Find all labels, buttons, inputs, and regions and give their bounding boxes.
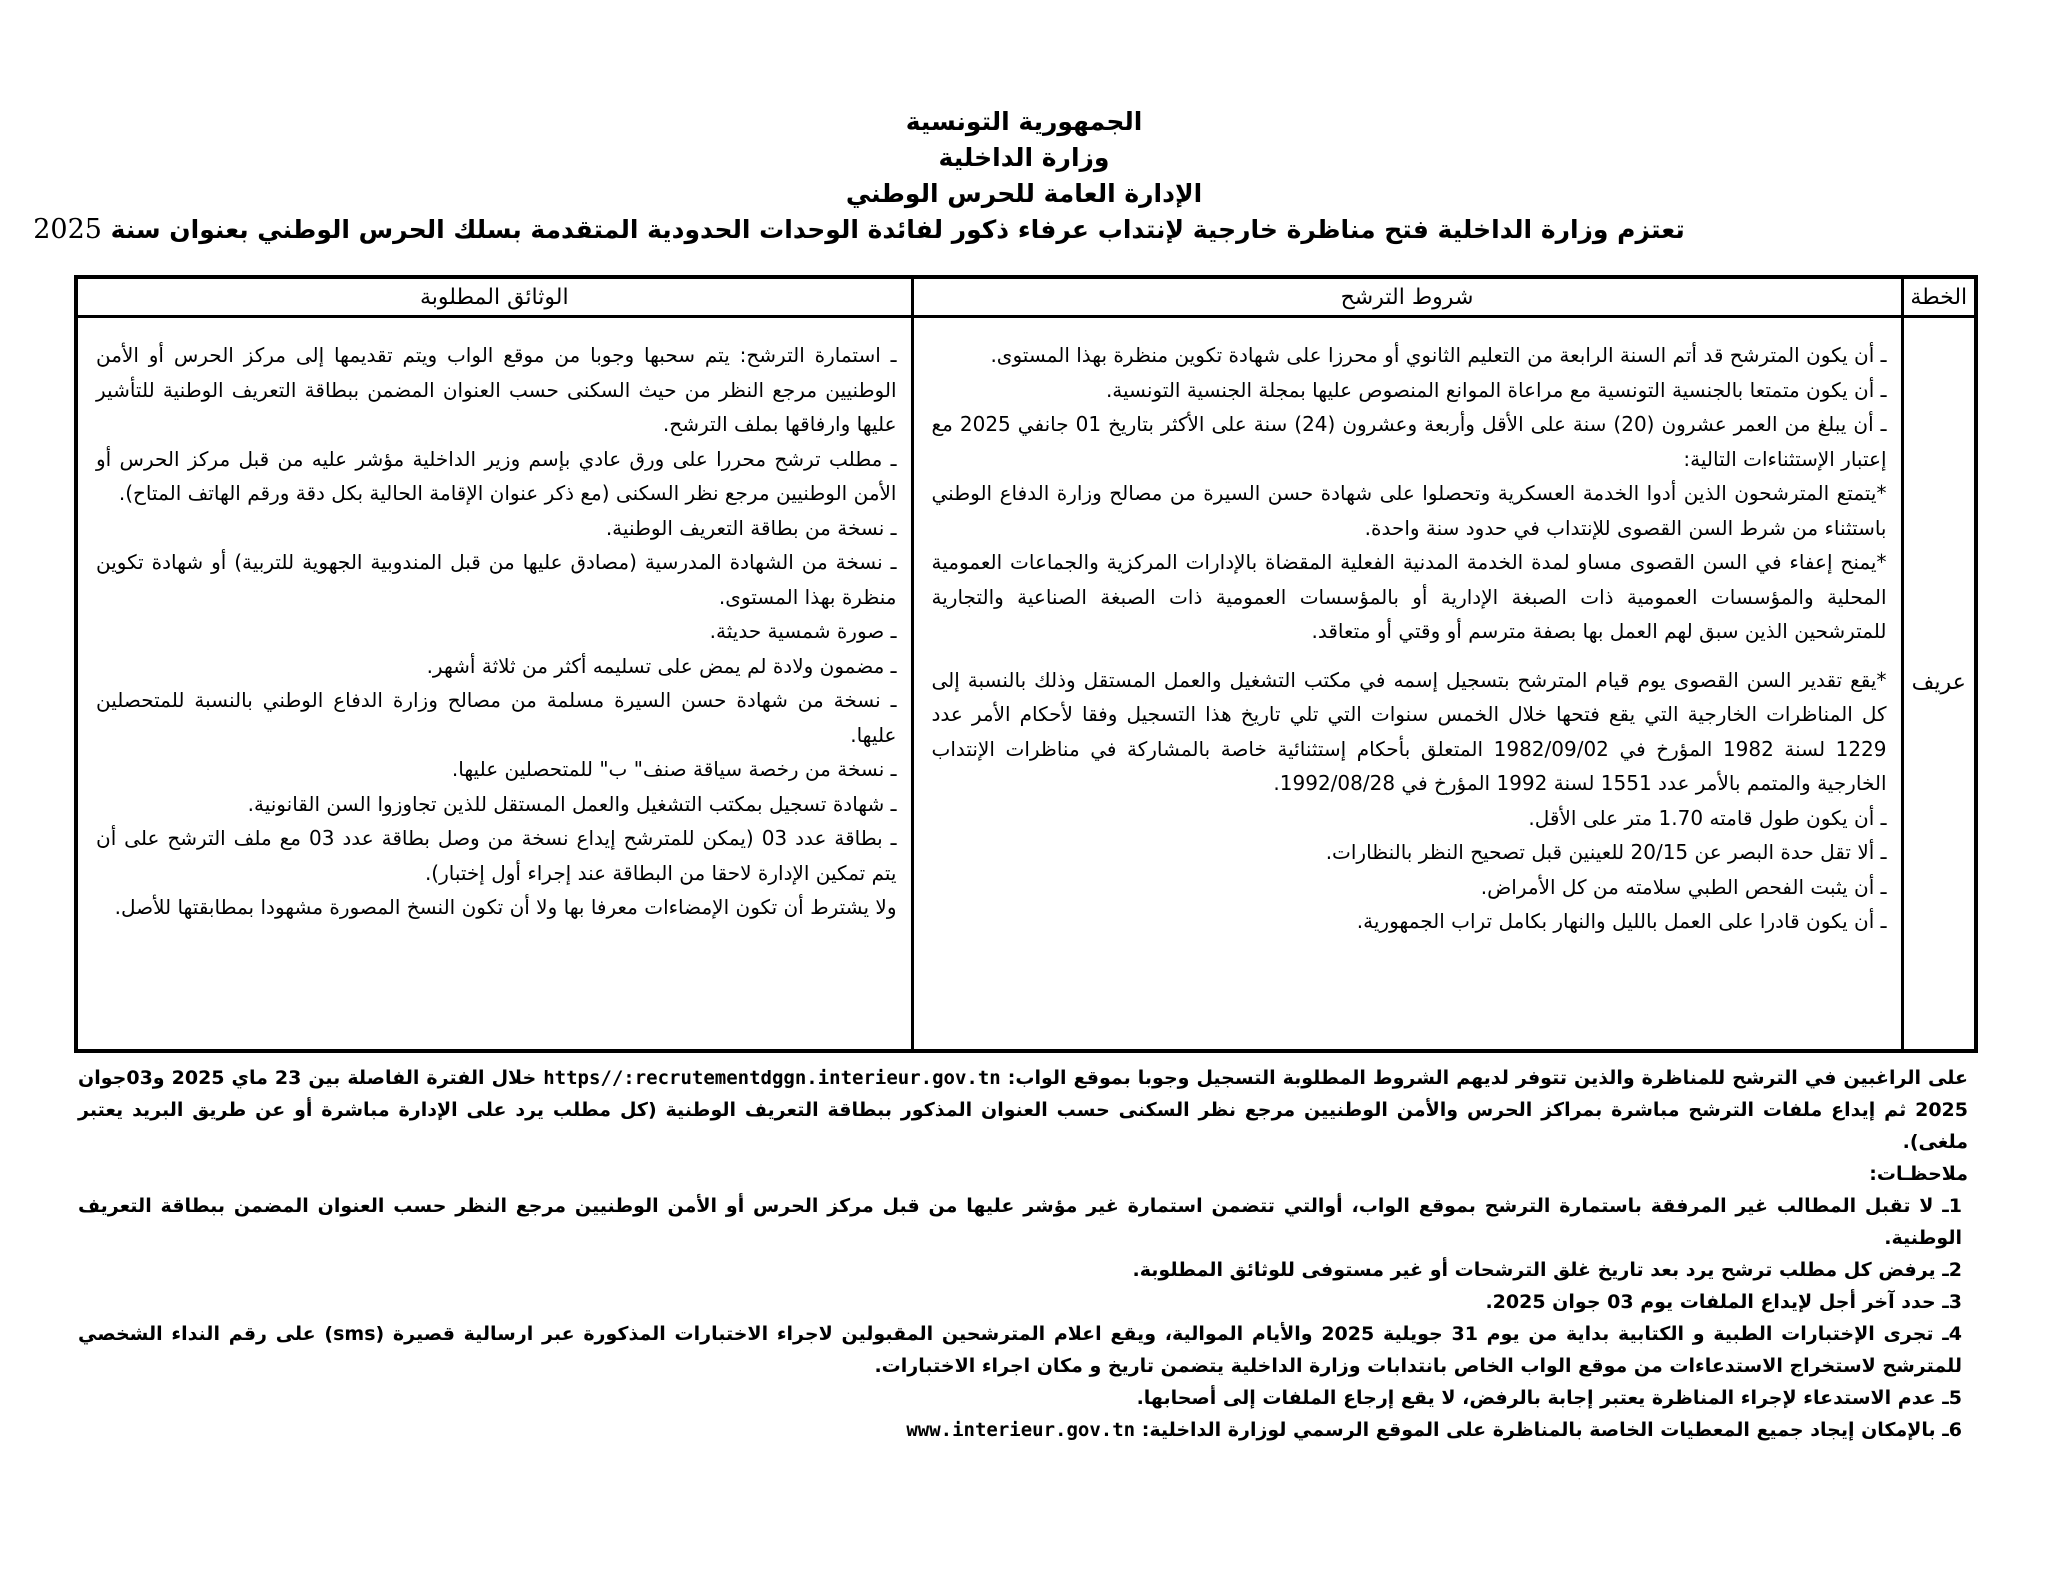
document-item: ـ نسخة من شهادة حسن السيرة مسلمة من مصالح وزارة الدفاع الوطني بالنسبة للمتحصلين عليها. bbox=[96, 688, 897, 747]
official-site-link[interactable]: www.interieur.gov.tn bbox=[906, 1419, 1136, 1441]
document-item: ولا يشترط أن تكون الإمضاءات معرفا بها ولا أن تكون النسخ المصورة مشهودا بمطابقتها للأصل. bbox=[114, 895, 897, 919]
notes-list bbox=[78, 1190, 1968, 1446]
header-documents: الوثائق المطلوبة bbox=[76, 277, 912, 317]
document-item: ـ شهادة تسجيل بمكتب التشغيل والعمل المستقل للذين تجاوزوا السن القانونية. bbox=[247, 791, 897, 816]
directorate-heading: الإدارة العامة للحرس الوطني bbox=[845, 179, 1203, 208]
registration-link[interactable]: https//:recrutementdggn.interieur.gov.tn bbox=[543, 1067, 1001, 1089]
condition-item: ـ أن يكون المترشح قد أتم السنة الرابعة من التعليم الثانوي أو محرزا على شهادة تكوين منظرة بهذا المستوى. bbox=[990, 343, 1887, 367]
condition-item: ـ أن يثبت الفحص الطبي سلامته من كل الأمراض. bbox=[1480, 874, 1887, 899]
document-item: ـ صورة شمسية حديثة. bbox=[709, 619, 897, 643]
document-item: ـ نسخة من الشهادة المدرسية (مصادق عليها من قبل المندوبية الجهوية للتربية) أو شهادة تكوين منظرة بهذا المستوى. bbox=[96, 550, 897, 609]
note-item: 4ـ تجرى الإختبارات الطبية و الكتابية بداية من يوم 31 جويلية 2025 والأيام الموالية، ويقع اعلام المترشحين المقبولين لاجراء الاختبارات المذكورة عبر ارسالية قصيرة (sms) على رقم النداء الشخصي للمترشح لاستخراج الاستدعاءات من موقع الواب الخاص بانتدابات وزارة الداخلية يتضمن تاريخ و مكان اجراء الاختبارات. bbox=[78, 1323, 1962, 1377]
document-item: ـ مطلب ترشح محررا على ورق عادي بإسم وزير الداخلية مؤشر عليه من قبل مركز الحرس أو الأمن الوطنيين مرجع نظر السكنى (مع ذكر عنوان الإقامة الحالية بكل دقة ورقم الهاتف المتاح). bbox=[96, 446, 897, 505]
conditions-cell bbox=[912, 317, 1902, 1052]
document-item: ـ استمارة الترشح: يتم سحبها وجوبا من موقع الواب ويتم تقديمها إلى مركز الحرس أو الأمن الوطنيين مرجع النظر من حيث السكنى حسب العنوان المضمن ببطاقة التعريف الوطنية للتأشير عليها وارفاقها بملف الترشح. bbox=[96, 343, 897, 436]
registration-paragraph bbox=[78, 1062, 1968, 1158]
republic-heading: الجمهورية التونسية bbox=[905, 107, 1143, 136]
header-conditions: شروط الترشح bbox=[912, 277, 1902, 317]
requirements-table bbox=[74, 275, 1978, 1053]
announcement-year: 2025 bbox=[33, 214, 102, 245]
condition-item: *يمنح إعفاء في السن القصوى مساو لمدة الخدمة المدنية الفعلية المقضاة بالإدارات المركزية والجماعات العمومية المحلية والمؤسسات العمومية ذات الصبغة الإدارية أو بالمؤسسات العمومية ذات الصبغة الصناعية والتجارية للمترشحين الذين سبق لهم العمل بها بصفة مترسم أو وقتي أو متعاقد. bbox=[931, 550, 1887, 643]
condition-item: ـ ألا تقل حدة البصر عن 20/15 للعينين قبل تصحيح النظر بالنظارات. bbox=[1325, 840, 1887, 864]
note-item: 1ـ لا تقبل المطالب غير المرفقة باستمارة الترشح بموقع الواب، أوالتي تتضمن استمارة غير مؤشر عليها من قبل مركز الحرس أو الأمن الوطنيين مرجع النظر حسب العنوان المضمن ببطاقة التعريف الوطنية. bbox=[78, 1195, 1962, 1249]
note-item: 2ـ يرفض كل مطلب ترشح يرد بعد تاريخ غلق الترشحات أو غير مستوفى للوثائق المطلوبة. bbox=[1132, 1259, 1962, 1281]
note-item: 3ـ حدد آخر أجل لإيداع الملفات يوم 03 جوان 2025. bbox=[1485, 1291, 1962, 1313]
note-item: 5ـ عدم الاستدعاء لإجراء المناظرة يعتبر إجابة بالرفض، لا يقع إرجاع الملفات إلى أصحابها. bbox=[1136, 1387, 1962, 1409]
documents-cell bbox=[76, 317, 912, 1052]
document-item: ـ بطاقة عدد 03 (يمكن للمترشح إيداع نسخة من وصل بطاقة عدد 03 مع ملف الترشح على أن يتم تمكين الإدارة لاحقا من البطاقة عند إجراء أول إختبار). bbox=[96, 826, 897, 885]
condition-item: ـ أن يكون طول قامته 1.70 متر على الأقل. bbox=[1528, 805, 1887, 830]
condition-item: *يقع تقدير السن القصوى يوم قيام المترشح بتسجيل إسمه في مكتب التشغيل والعمل المستقل وذلك بالنسبة إلى كل المناظرات الخارجية التي يقع فتحها خلال الخمس سنوات التي تلي تاريخ هذا التسجيل وفقا لأحكام الأمر عدد 1229 لسنة 1982 المؤرخ في 1982/09/02 المتعلق بأحكام إستثنائية خاصة بالمشاركة في مناظرات الإنتداب الخارجية والمتمم بالأمر عدد 1551 لسنة 1992 المؤرخ في 1992/08/28. bbox=[931, 667, 1887, 795]
table-header-row bbox=[76, 277, 1976, 317]
registration-intro: على الراغبين في الترشح للمناظرة والذين تتوفر لديهم الشروط المطلوبة التسجيل وجوبا بموقع الواب: bbox=[1007, 1067, 1968, 1089]
registration-details: خلال الفترة الفاصلة بين 23 ماي 2025 و03جوان 2025 ثم إيداع ملفات الترشح مباشرة بمراكز الحرس والأمن الوطنيين مرجع نظر السكنى حسب العنوان المذكور ببطاقة التعريف الوطنية (كل مطلب يرد على الإدارة مباشرة أو عن طريق البريد يعتبر ملغى). bbox=[78, 1067, 1968, 1153]
document-item: ـ مضمون ولادة لم يمض على تسليمه أكثر من ثلاثة أشهر. bbox=[426, 653, 897, 678]
announcement-title bbox=[0, 212, 2048, 248]
table-row bbox=[76, 317, 1976, 1052]
document-item: ـ نسخة من بطاقة التعريف الوطنية. bbox=[605, 515, 897, 540]
document-item: ـ نسخة من رخصة سياقة صنف" ب" للمتحصلين عليها. bbox=[451, 757, 897, 781]
document-header bbox=[0, 104, 2048, 273]
plan-cell: عريف bbox=[1902, 317, 1976, 1052]
ministry-heading: وزارة الداخلية bbox=[938, 143, 1110, 172]
header-plan: الخطة bbox=[1902, 277, 1976, 317]
notes-heading: ملاحظـات: bbox=[1869, 1163, 1968, 1185]
condition-item: *يتمتع المترشحون الذين أدوا الخدمة العسكرية وتحصلوا على شهادة حسن السيرة من مصالح وزارة الدفاع الوطني باستثناء من شرط السن القصوى للإنتداب في حدود سنة واحدة. bbox=[931, 481, 1887, 540]
condition-item: ـ أن يكون متمتعا بالجنسية التونسية مع مراعاة الموانع المنصوص عليها بمجلة الجنسية التونسية. bbox=[1105, 377, 1887, 402]
announcement-title-text: تعتزم وزارة الداخلية فتح مناظرة خارجية لإنتداب عرفاء ذكور لفائدة الوحدات الحدودية المتقدمة بسلك الحرس الوطني بعنوان سنة bbox=[110, 215, 1685, 244]
note-item bbox=[78, 1414, 1962, 1446]
condition-item: ـ أن يكون قادرا على العمل بالليل والنهار بكامل تراب الجمهورية. bbox=[1356, 909, 1887, 933]
registration-footer bbox=[78, 1062, 1968, 1446]
note-item-text: 6ـ بالإمكان إيجاد جميع المعطيات الخاصة بالمناظرة على الموقع الرسمي لوزارة الداخلية: bbox=[1141, 1419, 1962, 1441]
condition-item: ـ أن يبلغ من العمر عشرون (20) سنة على الأقل وأربعة وعشرون (24) سنة على الأكثر بتاريخ 01 جانفي 2025 مع إعتبار الإستثناءات التالية: bbox=[931, 412, 1887, 471]
